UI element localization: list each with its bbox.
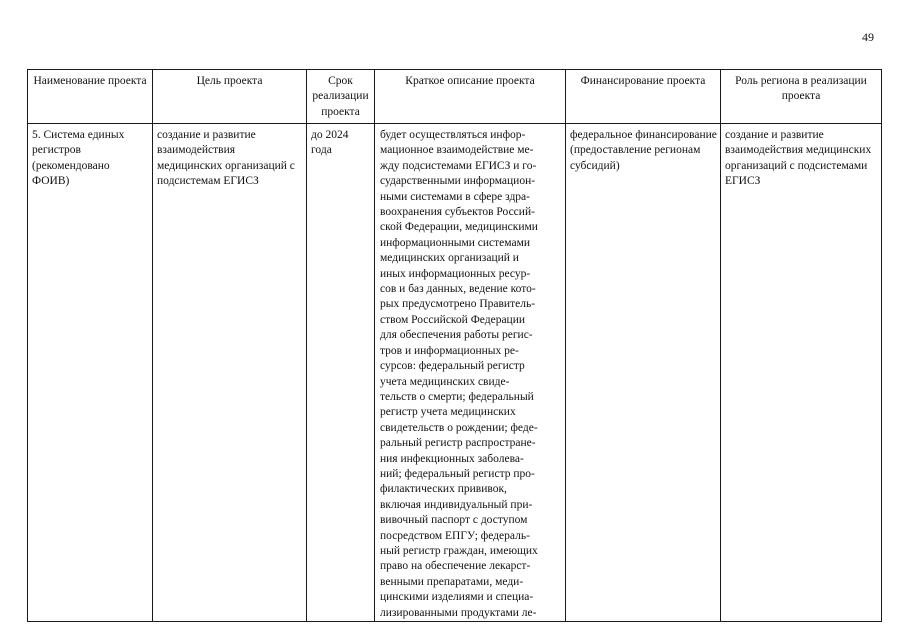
description-line: иных информационных ресур-	[380, 267, 531, 280]
description-line: воохранения субъектов Россий-	[380, 206, 535, 219]
description-line: посредством ЕПГУ; федераль-	[380, 529, 530, 542]
description-line: сурсов: федеральный регистр	[380, 360, 525, 373]
header-project-description: Краткое описание проекта	[375, 70, 566, 124]
description-line: право на обеспечение лекарст-	[380, 560, 531, 573]
cell-project-financing: федеральное финансирование (предоставление регионам субсидий)	[566, 124, 721, 622]
description-line: вивочный паспорт с доступом	[380, 514, 528, 527]
description-line: тров и информационных ре-	[380, 344, 519, 357]
description-line: мационное взаимодействие ме-	[380, 144, 534, 157]
description-line: будет осуществляться инфор-	[380, 129, 526, 141]
header-project-term: Срок реализации проекта	[307, 70, 375, 124]
table-row	[28, 124, 882, 622]
projects-table	[27, 69, 882, 622]
description-line: информационными системами	[380, 236, 531, 249]
description-line: ния инфекционных заболева-	[380, 452, 524, 465]
description-line: ральный регистр распростране-	[380, 437, 536, 450]
cell-project-goal: создание и развитие взаимодействия медицинских организаций с подсистемам ЕГИСЗ	[153, 124, 307, 622]
description-line: рых предусмотрено Правитель-	[380, 298, 536, 311]
description-line: лизированными продуктами ле-	[380, 606, 537, 619]
description-line: для обеспечения работы регис-	[380, 329, 533, 342]
cell-project-description	[375, 124, 566, 622]
cell-project-name: 5. Система единых регистров (рекомендовано ФОИВ)	[28, 124, 153, 622]
description-line: регистр учета медицинских	[380, 406, 516, 419]
description-line: ный регистр граждан, имеющих	[380, 544, 538, 557]
header-project-financing: Финансирование проекта	[566, 70, 721, 124]
description-line: тельств о смерти; федеральный	[380, 390, 534, 403]
description-line: сударственными информацион-	[380, 175, 536, 188]
description-line: включая индивидуальный при-	[380, 498, 533, 511]
description-line: венными препаратами, меди-	[380, 575, 524, 588]
description-line: сов и баз данных, ведение кото-	[380, 283, 536, 296]
description-line: учета медицинских свиде-	[380, 375, 510, 388]
header-project-name: Наименование проекта	[28, 70, 153, 124]
description-line: жду подсистемами ЕГИСЗ и го-	[380, 159, 537, 172]
description-line: ний; федеральный регистр про-	[380, 467, 535, 480]
table-header-row	[28, 70, 882, 124]
cell-region-role: создание и развитие взаимодействия медицинских организаций с подсистемами ЕГИСЗ	[721, 124, 882, 622]
description-line: ными системами в сфере здра-	[380, 190, 530, 203]
description-line: свидетельств о рождении; феде-	[380, 421, 538, 434]
description-line: ской Федерации, медицинскими	[380, 221, 538, 234]
header-project-goal: Цель проекта	[153, 70, 307, 124]
header-region-role: Роль региона в реализации проекта	[721, 70, 882, 124]
description-line: филактических прививок,	[380, 483, 507, 496]
page-number: 49	[862, 30, 874, 44]
description-line: цинскими изделиями и специа-	[380, 591, 534, 604]
description-line: медицинских организаций и	[380, 252, 519, 265]
description-line: ством Российской Федерации	[380, 313, 526, 326]
cell-project-term: до 2024 года	[307, 124, 375, 622]
